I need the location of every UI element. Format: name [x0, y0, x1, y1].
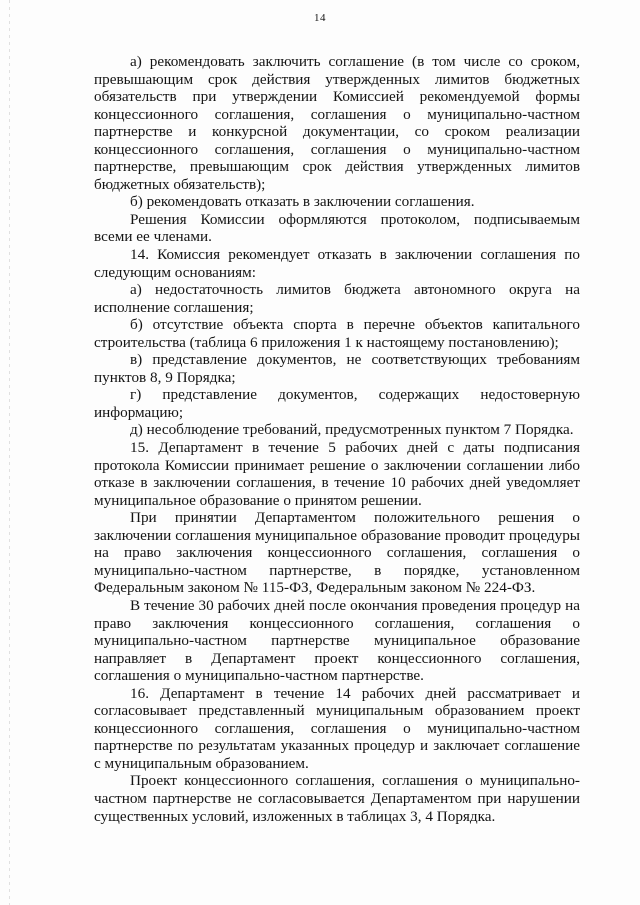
paragraph-13a: а) рекомендовать заключить соглашение (в том числе со сроком, превышающим срок действия утвержденных лимитов бюджетных обязательств при утверждении Комиссией рекомендуемой формы концессионного соглашения, соглашения о муниципально-частном партнерстве и конкурсной документации, со сроком реализации концессионного соглашения, соглашения о муниципально-частном партнерстве, превышающим срок действия утвержденных лимитов бюджетных обязательств);: [94, 53, 580, 193]
paragraph-commission-decisions: Решения Комиссии оформляются протоколом, подписываемым всеми ее членами.: [94, 210, 580, 246]
paragraph-14g: г) представление документов, содержащих недостоверную информацию;: [94, 386, 580, 421]
paragraph-15-submission: В течение 30 рабочих дней после окончания проведения процедур на право заключения концессионного соглашения, соглашения о муниципально-частном партнерстве муниципальное образование направляет в Департамент проект концессионного соглашения, соглашения о муниципально-частном партнерстве.: [94, 596, 580, 685]
scan-edge-artifact: [9, 0, 10, 905]
paragraph-14a: а) недостаточность лимитов бюджета автономного округа на исполнение соглашения;: [94, 281, 580, 316]
document-body: [94, 53, 580, 825]
paragraph-14b: б) отсутствие объекта спорта в перечне объектов капитального строительства (таблица 6 приложения 1 к настоящему постановлению);: [94, 316, 580, 351]
paragraph-16: 16. Департамент в течение 14 рабочих дней рассматривает и согласовывает представленный муниципальным образованием проект концессионного соглашения, соглашения о муниципально-частном партнерстве по результатам указанных процедур и заключает соглашение с муниципальным образованием.: [94, 684, 580, 772]
paragraph-13b: б) рекомендовать отказать в заключении соглашения.: [130, 193, 475, 211]
paragraph-14v: в) представление документов, не соответствующих требованиям пунктов 8, 9 Порядка;: [94, 351, 580, 386]
paragraph-14d: д) несоблюдение требований, предусмотренных пунктом 7 Порядка.: [130, 421, 574, 439]
paragraph-15: 15. Департамент в течение 5 рабочих дней с даты подписания протокола Комиссии принимает решение о заключении соглашении либо отказе в заключении соглашения, в течение 10 рабочих дней уведомляет муниципальное образование о принятом решении.: [94, 439, 580, 509]
paragraph-15-procedures: При принятии Департаментом положительного решения о заключении соглашения муниципальное образование проводит процедуры на право заключения концессионного соглашения, соглашения о муниципально-частном партнерстве, в порядке, установленном Федеральным законом № 115-ФЗ, Федеральным законом № 224-ФЗ.: [94, 509, 580, 597]
paragraph-16-refusal: Проект концессионного соглашения, соглашения о муниципально-частном партнерстве не согласовывается Департаментом при нарушении существенных условий, изложенных в таблицах 3, 4 Порядка.: [94, 772, 580, 825]
paragraph-14: 14. Комиссия рекомендует отказать в заключении соглашения по следующим основаниям:: [94, 246, 580, 281]
page-number: 14: [314, 12, 326, 24]
